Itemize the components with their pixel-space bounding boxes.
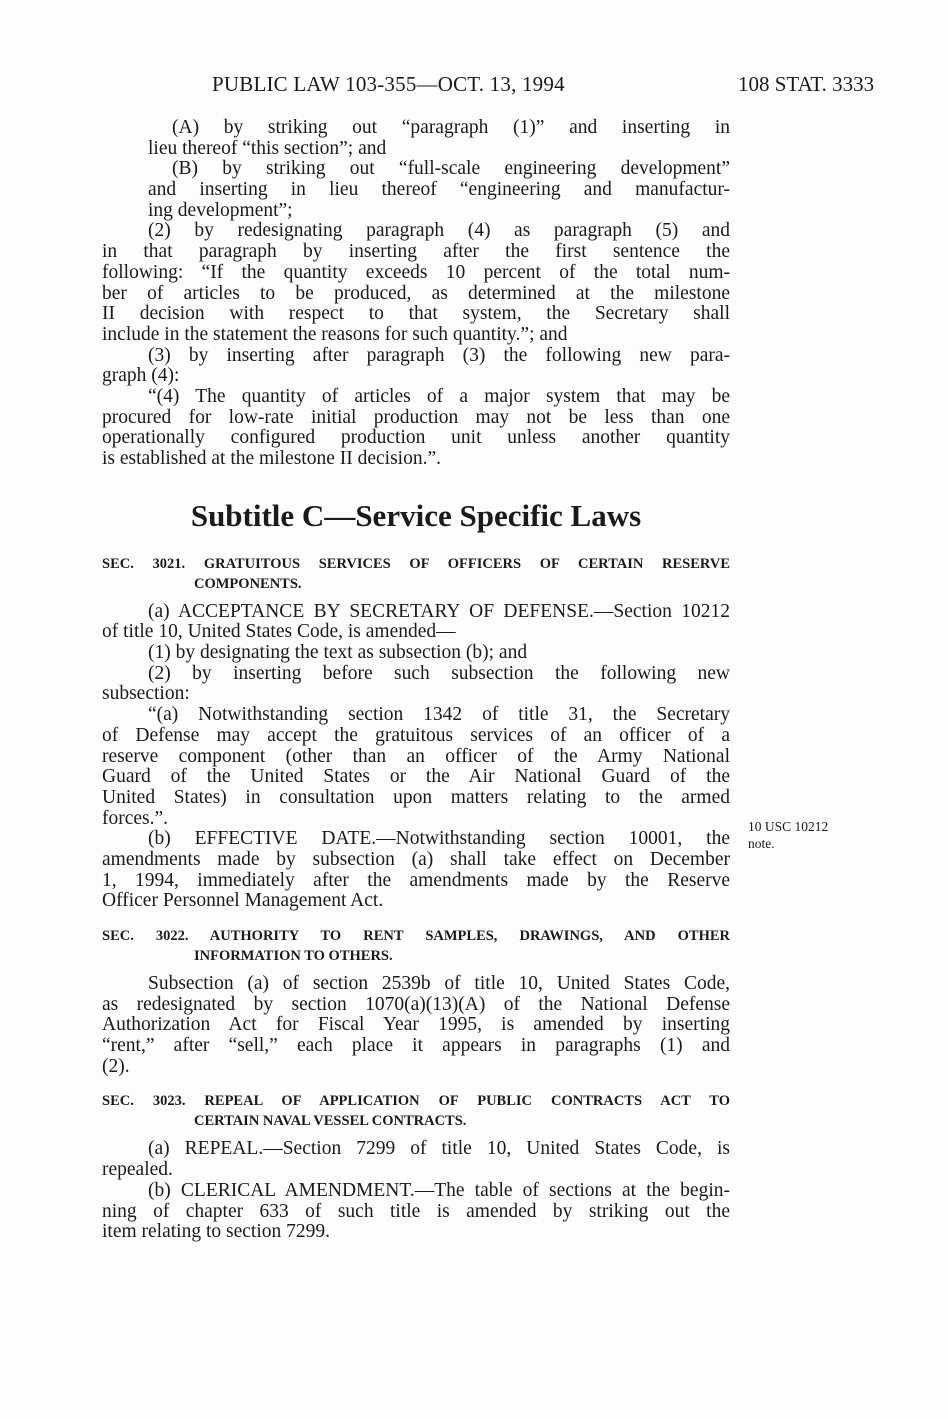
text-line: amendments made by subsection (a) shall take effect on December bbox=[102, 848, 730, 870]
text-line: and inserting in lieu thereof “engineering and manufactur- bbox=[148, 179, 730, 201]
text-line: (a) REPEAL.—Section 7299 of title 10, United States Code, is bbox=[148, 1138, 730, 1160]
paragraph bbox=[102, 829, 730, 912]
margin-note-line: note. bbox=[748, 836, 775, 851]
text-line: (b) EFFECTIVE DATE.—Notwithstanding section 10001, the bbox=[148, 828, 730, 850]
paragraph bbox=[102, 118, 730, 159]
text-line: Authorization Act for Fiscal Year 1995, is amended by inserting bbox=[102, 1014, 730, 1036]
statute-page-number: 108 STAT. 3333 bbox=[738, 72, 875, 96]
text-line: United States) in consultation upon matters relating to the armed bbox=[102, 786, 730, 808]
text-line: subsection: bbox=[102, 683, 190, 705]
paragraph bbox=[102, 705, 730, 829]
paragraph bbox=[102, 221, 730, 345]
text-line: operationally configured production unit unless another quantity bbox=[102, 427, 730, 449]
text-line: 1, 1994, immediately after the amendments made by the Reserve bbox=[102, 869, 730, 891]
subtitle-heading: Subtitle C—Service Specific Laws bbox=[190, 497, 642, 533]
text-line: Officer Personnel Management Act. bbox=[102, 890, 384, 912]
margin-note-line: 10 USC 10212 bbox=[748, 819, 829, 834]
margin-note bbox=[748, 818, 828, 852]
text-line: item relating to section 7299. bbox=[102, 1221, 330, 1243]
text-line: Subsection (a) of section 2539b of title 10, United States Code, bbox=[148, 973, 730, 994]
text-line: forces.”. bbox=[102, 807, 169, 829]
text-line: Guard of the United States or the Air National Guard of the bbox=[102, 766, 730, 788]
text-line: COMPONENTS. bbox=[194, 575, 302, 592]
section-heading bbox=[102, 1091, 730, 1131]
text-line: repealed. bbox=[102, 1159, 173, 1181]
text-line: (a) ACCEPTANCE BY SECRETARY OF DEFENSE.—Section 10212 bbox=[148, 600, 730, 622]
paragraph bbox=[102, 643, 730, 664]
paragraph bbox=[102, 664, 730, 705]
text-line: SEC. 3021. GRATUITOUS SERVICES OF OFFICERS OF CERTAIN RESERVE bbox=[102, 555, 730, 572]
text-line: include in the statement the reasons for such quantity.”; and bbox=[102, 323, 568, 345]
text-line: of Defense may accept the gratuitous services of an officer of a bbox=[102, 724, 730, 746]
paragraph bbox=[102, 1181, 730, 1243]
text-line: SEC. 3022. AUTHORITY TO RENT SAMPLES, DRAWINGS, AND OTHER bbox=[102, 928, 730, 944]
text-line: reserve component (other than an officer of the Army National bbox=[102, 745, 730, 767]
text-line: (2) by redesignating paragraph (4) as paragraph (5) and bbox=[148, 220, 730, 242]
paragraph bbox=[102, 974, 730, 1077]
text-line: ing development”; bbox=[148, 199, 293, 221]
text-line: (A) by striking out “paragraph (1)” and inserting in bbox=[172, 117, 730, 138]
paragraph bbox=[102, 346, 730, 387]
text-line: II decision with respect to that system, the Secretary shall bbox=[102, 303, 730, 325]
text-line: as redesignated by section 1070(a)(13)(A) of the National Defense bbox=[102, 993, 730, 1015]
text-line: “(4) The quantity of articles of a major system that may be bbox=[148, 385, 730, 407]
text-line: following: “If the quantity exceeds 10 percent of the total num- bbox=[102, 261, 730, 283]
text-line: ning of chapter 633 of such title is amended by striking out the bbox=[102, 1200, 730, 1222]
text-line: (2). bbox=[102, 1055, 130, 1077]
text-line: ber of articles to be produced, as determined at the milestone bbox=[102, 282, 730, 304]
section-heading bbox=[102, 926, 730, 966]
text-line: CERTAIN NAVAL VESSEL CONTRACTS. bbox=[194, 1113, 467, 1130]
text-line: of title 10, United States Code, is amended— bbox=[102, 621, 456, 643]
section-heading bbox=[102, 554, 730, 594]
paragraph bbox=[102, 602, 730, 643]
text-line: in that paragraph by inserting after the first sentence the bbox=[102, 241, 730, 263]
text-line: (B) by striking out “full-scale engineering development” bbox=[172, 158, 730, 180]
text-line: (1) by designating the text as subsection (b); and bbox=[148, 642, 528, 664]
text-line: lieu thereof “this section”; and bbox=[148, 137, 387, 159]
paragraph bbox=[102, 1139, 730, 1180]
running-header: PUBLIC LAW 103-355—OCT. 13, 1994 bbox=[212, 72, 565, 96]
text-line: is established at the milestone II decision.”. bbox=[102, 448, 441, 469]
text-line: (b) CLERICAL AMENDMENT.—The table of sections at the begin- bbox=[148, 1179, 730, 1201]
paragraph bbox=[102, 387, 730, 470]
text-line: “(a) Notwithstanding section 1342 of title 31, the Secretary bbox=[148, 704, 730, 726]
text-line: INFORMATION TO OTHERS. bbox=[194, 948, 393, 964]
text-line: “rent,” after “sell,” each place it appears in paragraphs (1) and bbox=[102, 1035, 730, 1057]
text-line: SEC. 3023. REPEAL OF APPLICATION OF PUBLIC CONTRACTS ACT TO bbox=[102, 1093, 730, 1110]
text-line: (3) by inserting after paragraph (3) the following new para- bbox=[148, 344, 730, 366]
text-line: (2) by inserting before such subsection the following new bbox=[148, 662, 730, 684]
document-body bbox=[102, 118, 730, 1243]
text-line: graph (4): bbox=[102, 365, 180, 387]
paragraph bbox=[102, 159, 730, 221]
text-line: procured for low-rate initial production may not be less than one bbox=[102, 406, 730, 428]
